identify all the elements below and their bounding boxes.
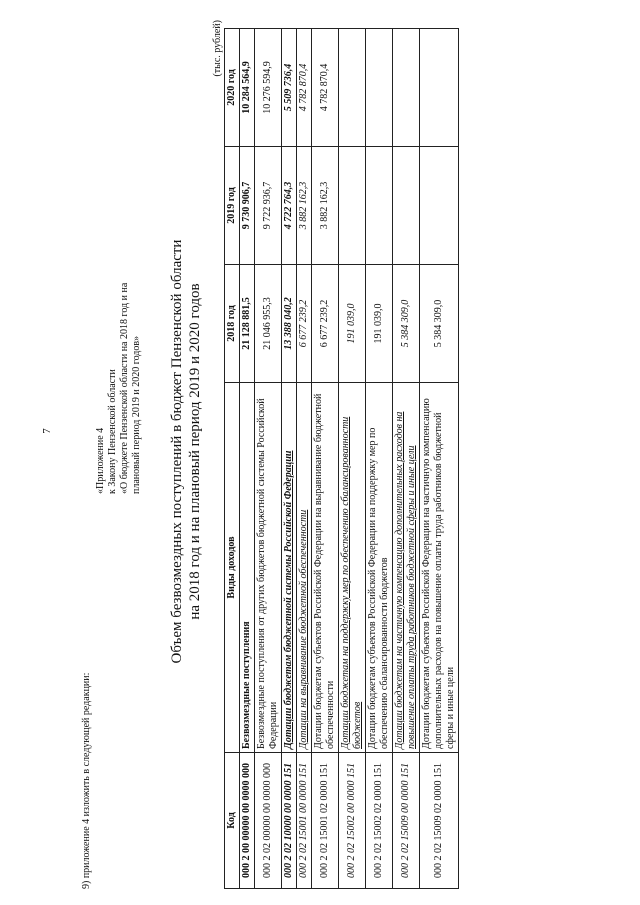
row-value-2019 bbox=[339, 147, 366, 265]
table-row bbox=[339, 29, 366, 889]
row-value-2020 bbox=[393, 29, 420, 147]
row-code: 000 2 02 15009 00 0000 151 bbox=[393, 753, 420, 889]
row-code: 000 2 02 15002 02 0000 151 bbox=[366, 753, 393, 889]
row-value-2019 bbox=[420, 147, 459, 265]
appendix-line: плановый период 2019 и 2020 годов» bbox=[131, 335, 142, 494]
row-value-2018: 21 128 881,5 bbox=[240, 265, 255, 383]
header-code: Код bbox=[225, 753, 240, 889]
row-value-2019: 9 722 936,7 bbox=[255, 147, 282, 265]
appendix-header bbox=[95, 283, 143, 494]
row-code: 000 2 02 10000 00 0000 151 bbox=[282, 753, 297, 889]
table-row bbox=[420, 29, 459, 889]
row-code: 000 2 02 15001 02 0000 151 bbox=[312, 753, 339, 889]
rotated-page-content bbox=[48, 14, 608, 889]
units-label: (тыс. рублей) bbox=[212, 20, 223, 77]
row-value-2019: 3 882 162,3 bbox=[297, 147, 312, 265]
row-value-2019: 4 722 764,3 bbox=[282, 147, 297, 265]
table-row bbox=[366, 29, 393, 889]
table-row bbox=[255, 29, 282, 889]
header-name: Виды доходов bbox=[225, 383, 240, 753]
row-value-2019 bbox=[393, 147, 420, 265]
appendix-line: к Закону Пензенской области bbox=[107, 369, 118, 494]
revenue-table bbox=[224, 28, 459, 889]
header-2019: 2019 год bbox=[225, 147, 240, 265]
row-value-2020: 10 276 594,9 bbox=[255, 29, 282, 147]
row-code: 000 2 02 15001 00 0000 151 bbox=[297, 753, 312, 889]
row-value-2019: 3 882 162,3 bbox=[312, 147, 339, 265]
row-value-2020 bbox=[420, 29, 459, 147]
row-value-2018: 5 384 309,0 bbox=[393, 265, 420, 383]
table-row bbox=[393, 29, 420, 889]
row-name: Безвозмездные поступления от других бюджетов бюджетной системы Российской Федерации bbox=[255, 383, 282, 753]
row-code: 000 2 00 00000 00 0000 000 bbox=[240, 753, 255, 889]
row-value-2020 bbox=[339, 29, 366, 147]
row-value-2018: 6 677 239,2 bbox=[297, 265, 312, 383]
row-value-2020: 5 509 736,4 bbox=[282, 29, 297, 147]
row-code: 000 2 02 15009 02 0000 151 bbox=[420, 753, 459, 889]
row-name: Дотации бюджетам субъектов Российской Федерации на выравнивание бюджетной обеспеченности bbox=[312, 383, 339, 753]
amendment-instruction: 9) приложение 4 изложить в следующей редакции: bbox=[81, 672, 92, 889]
document-title bbox=[168, 14, 204, 889]
row-name: Дотации на выравнивание бюджетной обеспеченности bbox=[297, 383, 312, 753]
row-name: Дотации бюджетам бюджетной системы Российской Федерации bbox=[282, 383, 297, 753]
row-name: Дотации бюджетам на поддержку мер по обеспечению сбалансированности бюджетов bbox=[339, 383, 366, 753]
header-2018: 2018 год bbox=[225, 265, 240, 383]
row-code: 000 2 02 15002 00 0000 151 bbox=[339, 753, 366, 889]
table-row bbox=[240, 29, 255, 889]
row-value-2018: 5 384 309,0 bbox=[420, 265, 459, 383]
title-line: Объем безвозмездных поступлений в бюджет Пензенской области bbox=[169, 239, 185, 664]
title-line: на 2018 год и на плановый период 2019 и 2020 годов bbox=[187, 283, 203, 620]
row-name: Безвозмездные поступления bbox=[240, 383, 255, 753]
row-value-2020: 4 782 870,4 bbox=[312, 29, 339, 147]
row-value-2020: 4 782 870,4 bbox=[297, 29, 312, 147]
header-2020: 2020 год bbox=[225, 29, 240, 147]
row-value-2018: 191 039,0 bbox=[339, 265, 366, 383]
row-value-2020: 10 284 564,9 bbox=[240, 29, 255, 147]
row-code: 000 2 02 00000 00 0000 000 bbox=[255, 753, 282, 889]
page-number: 7 bbox=[41, 428, 53, 434]
appendix-line: «О бюджете Пензенской области на 2018 год и на bbox=[119, 282, 130, 494]
row-value-2018: 6 677 239,2 bbox=[312, 265, 339, 383]
table-row bbox=[282, 29, 297, 889]
table-header-row bbox=[225, 29, 240, 889]
row-name: Дотации бюджетам субъектов Российской Федерации на частичную компенсацию дополнительных расходов на повышение оплаты труда работников бюджетной сферы и иные цели bbox=[420, 383, 459, 753]
row-value-2020 bbox=[366, 29, 393, 147]
row-value-2018: 13 388 040,2 bbox=[282, 265, 297, 383]
row-value-2019 bbox=[366, 147, 393, 265]
row-value-2019: 9 730 906,7 bbox=[240, 147, 255, 265]
row-name: Дотации бюджетам на частичную компенсацию дополнительных расходов на повышение оплаты труда работников бюджетной сферы и иные цели bbox=[393, 383, 420, 753]
row-value-2018: 191 039,0 bbox=[366, 265, 393, 383]
appendix-line: «Приложение 4 bbox=[95, 427, 106, 494]
row-name: Дотации бюджетам субъектов Российской Федерации на поддержку мер по обеспечению сбалансированности бюджетов bbox=[366, 383, 393, 753]
table-row bbox=[312, 29, 339, 889]
table-row bbox=[297, 29, 312, 889]
row-value-2018: 21 046 955,3 bbox=[255, 265, 282, 383]
